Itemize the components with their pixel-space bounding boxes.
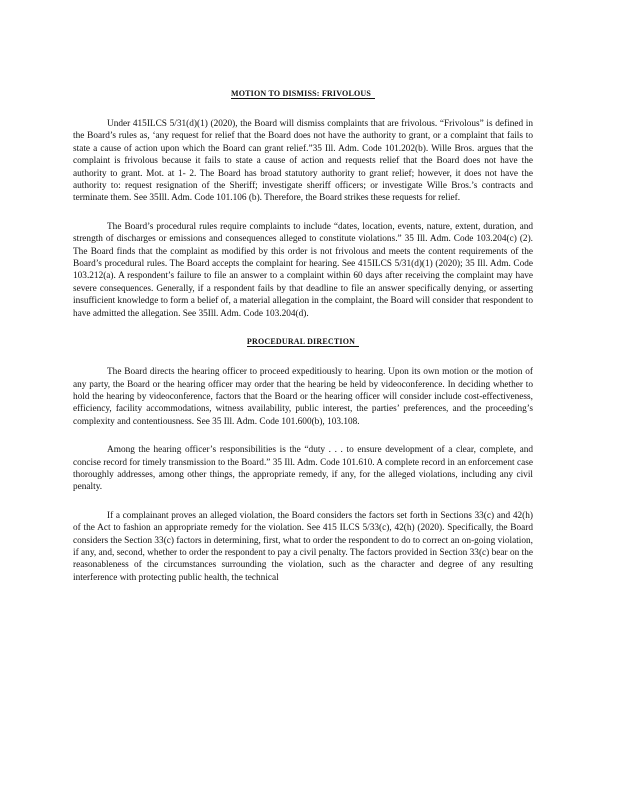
section-heading-motion-to-dismiss: MOTION TO DISMISS: FRIVOLOUS bbox=[73, 88, 533, 100]
paragraph-hearing-direction: The Board directs the hearing officer to proceed expeditiously to hearing. Upon its own motion or the motion of any party, the Board or the hearing officer may order that the hearing be held by videoconference. In deciding whether to hold the hearing by videoconference, factors that the Board or the hearing officer will consider include cost-effectiveness, efficiency, facility accommodations, witness availability, public interest, the parties’ preferences, and the proceeding’s complexity and contentiousness. See 35 Ill. Adm. Code 101.600(b), 103.108. bbox=[73, 367, 533, 427]
document-page bbox=[73, 88, 533, 600]
paragraph-hearing-officer-duties: Among the hearing officer’s responsibilities is the “duty . . . to ensure development of a clear, complete, and concise record for timely transmission to the Board.” 35 Ill. Adm. Code 101.610. A complete record in an enforcement case thoroughly addresses, among other things, the appropriate remedy, if any, for the alleged violations, including any civil penalty. bbox=[73, 445, 533, 493]
paragraph-remedy-factors: If a complainant proves an alleged violation, the Board considers the factors set forth in Sections 33(c) and 42(h) of the Act to fashion an appropriate remedy for the violation. See 415 ILCS 5/33(c), 42(h) (2020). Specifically, the Board considers the Section 33(c) factors in determining, first, what to order the respondent to do to correct an on-going violation, if any, and, second, whether to order the respondent to pay a civil penalty. The factors provided in Section 33(c) bear on the reasonableness of the circumstances surrounding the violation, such as the character and degree of any resulting interference with protecting public health, the technical bbox=[73, 510, 533, 583]
paragraph-frivolous-standard: Under 415ILCS 5/31(d)(1) (2020), the Board will dismiss complaints that are frivolous. “Frivolous” is defined in the Board’s rules as, ‘any request for relief that the Board does not have the authority to grant, or a complaint that fails to state a cause of action upon which the Board can grant relief.”35 Ill. Adm. Code 101.202(b). Wille Bros. argues that the complaint is frivolous because it fails to state a cause of action and requests relief that the Board does not have the authority to grant. Mot. at 1- 2. The Board has broad statutory authority to grant relief; however, it does not have the authority to: request resignation of the Sheriff; investigate sheriff officers; or investigate Wille Bros.’s contracts and terminate them. See 35Ill. Adm. Code 101.106 (b). Therefore, the Board strikes these requests for relief. bbox=[73, 119, 533, 204]
paragraph-procedural-rules: The Board’s procedural rules require complaints to include “dates, location, events, nature, extent, duration, and strength of discharges or emissions and consequences alleged to constitute violations.” 35 Ill. Adm. Code 103.204(c) (2). The Board finds that the complaint as modified by this order is not frivolous and meets the content requirements of the Board’s procedural rules. The Board accepts the complaint for hearing. See 415ILCS 5/31(d)(1) (2020); 35 Ill. Adm. Code 103.212(a). A respondent’s failure to file an answer to a complaint within 60 days after receiving the complaint may have severe consequences. Generally, if a respondent fails by that deadline to file an answer specifically denying, or asserting insufficient knowledge to form a belief of, a material allegation in the complaint, the Board will consider that respondent to have admitted the allegation. See 35Ill. Adm. Code 103.204(d). bbox=[73, 221, 533, 319]
section-heading-procedural-direction: PROCEDURAL DIRECTION bbox=[73, 336, 533, 348]
